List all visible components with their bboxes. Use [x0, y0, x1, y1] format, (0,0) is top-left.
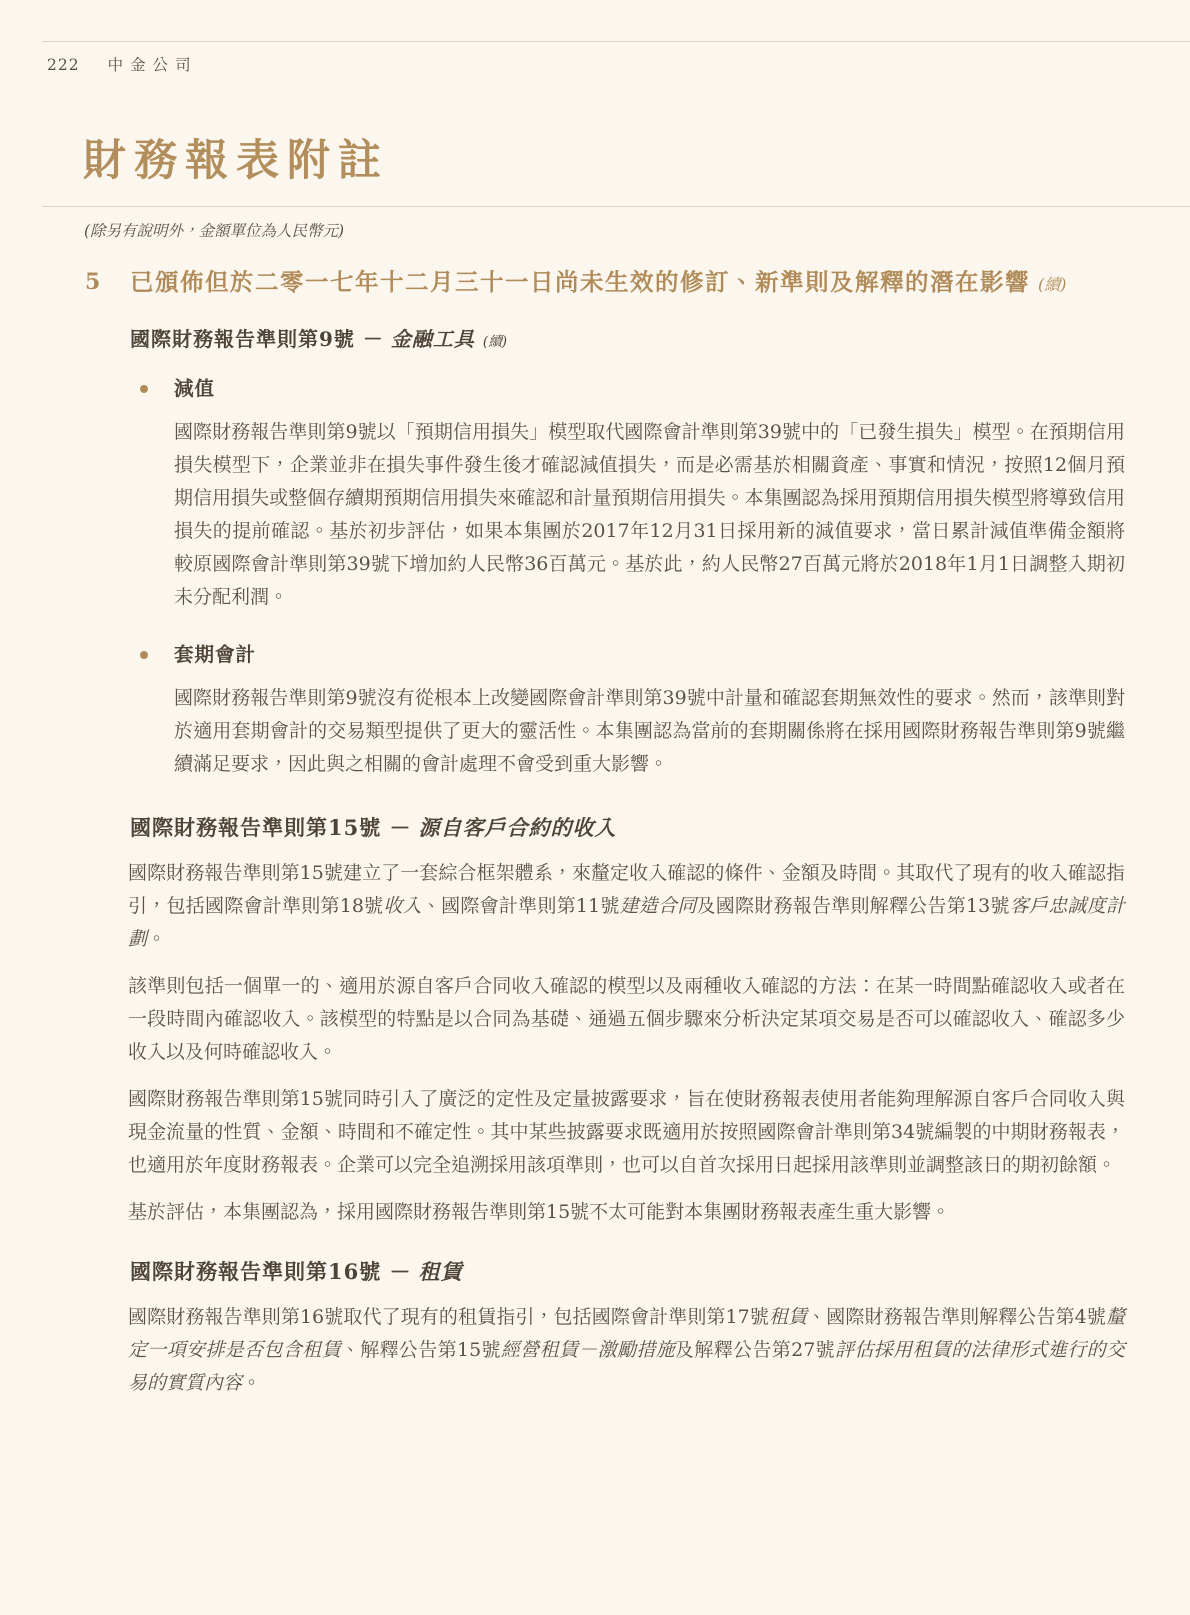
impairment-paragraph: 國際財務報告準則第9號以「預期信用損失」模型取代國際會計準則第39號中的「已發生損失」模型。在預期信用損失模型下，企業並非在損失事件發生後才確認減值損失，而是必需基於相關資產、事實和情況，按照12個月預期信用損失或整個存續期預期信用損失來確認和計量預期信用損失。本集團認為採用預期信用損失模型將導致信用損失的提前確認。基於初步評估，如果本集團於2017年12月31日採用新的減值要求，當日累計減值準備金額將較原國際會計準則第39號下增加約人民幣36百萬元。基於此，約人民幣27百萬元將於2018年1月1日調整入期初未分配利潤。 — [174, 421, 1125, 608]
continued-label: (續) — [1038, 275, 1067, 294]
ifrs16-heading: 國際財務報告準則第16號 － 租賃 — [130, 1259, 463, 1284]
ifrs15-paragraph-2: 該準則包括一個單一的、適用於源自客戶合同收入確認的模型以及兩種收入確認的方法：在某一時間點確認收入或者在一段時間內確認收入。該模型的特點是以合同為基礎、通過五個步驟來分析決定某項交易是否可以確認收入、確認多少收入以及何時確認收入。 — [128, 975, 1125, 1063]
currency-note: (除另有說明外，金額單位為人民幣元) — [84, 222, 345, 240]
section-title: 已頒佈但於二零一七年十二月三十一日尚未生效的修訂、新準則及解釋的潛在影響 (續) — [130, 268, 1067, 296]
bullet-icon — [140, 651, 148, 659]
impairment-title: 減值 — [174, 377, 216, 400]
notes-content — [0, 266, 1190, 1400]
company-name: 中金公司 — [107, 56, 198, 74]
bullet-icon — [140, 385, 148, 393]
hedge-accounting-paragraph: 國際財務報告準則第9號沒有從根本上改變國際會計準則第39號中計量和確認套期無效性的要求。然而，該準則對於適用套期會計的交易類型提供了更大的靈活性。本集團認為當前的套期關係將在採用國際財務報告準則第9號繼續滿足要求，因此與之相關的會計處理不會受到重大影響。 — [174, 687, 1125, 775]
ifrs15-heading-standard-name: 源自客戶合約的收入 — [418, 815, 617, 840]
ifrs16-heading-standard-name: 租賃 — [418, 1259, 463, 1284]
ifrs9-heading: 國際財務報告準則第9號 － 金融工具 (續) — [130, 327, 508, 351]
page-header — [47, 53, 198, 75]
ifrs15-heading: 國際財務報告準則第15號 － 源自客戶合約的收入 — [130, 815, 617, 840]
hedge-accounting-title: 套期會計 — [174, 643, 257, 666]
section-5 — [85, 266, 1190, 301]
top-divider — [42, 41, 1190, 42]
ifrs16-paragraph-1: 國際財務報告準則第16號取代了現有的租賃指引，包括國際會計準則第17號租賃、國際財務報告準則解釋公告第4號釐定一項安排是否包含租賃、解釋公告第15號經營租賃－激勵措施及解釋公告第27號評估採用租賃的法律形式進行的交易的實質內容。 — [128, 1306, 1125, 1394]
title-divider — [42, 206, 1190, 207]
hedge-accounting-item — [130, 642, 1190, 668]
ifrs15-paragraph-3: 國際財務報告準則第15號同時引入了廣泛的定性及定量披露要求，旨在使財務報表使用者能夠理解源自客戶合同收入與現金流量的性質、金額、時間和不確定性。其中某些披露要求既適用於按照國際會計準則第34號編製的中期財務報表，也適用於年度財務報表。企業可以完全追溯採用該項準則，也可以自首次採用日起採用該準則並調整該日的期初餘額。 — [128, 1088, 1125, 1176]
ifrs15-paragraph-4: 基於評估，本集團認為，採用國際財務報告準則第15號不太可能對本集團財務報表產生重大影響。 — [128, 1201, 951, 1223]
page-number: 222 — [47, 56, 80, 74]
continued-label: (續) — [482, 334, 508, 350]
ifrs9-heading-standard-name: 金融工具 — [390, 327, 475, 351]
impairment-item — [130, 376, 1190, 402]
section-number: 5 — [85, 269, 101, 295]
ifrs15-paragraph-1: 國際財務報告準則第15號建立了一套綜合框架體系，來釐定收入確認的條件、金額及時間。其取代了現有的收入確認指引，包括國際會計準則第18號收入、國際會計準則第11號建造合同及國際財務報告準則解釋公告第13號客戶忠誠度計劃。 — [128, 862, 1125, 950]
page-title: 財務報表附註 — [83, 136, 389, 186]
